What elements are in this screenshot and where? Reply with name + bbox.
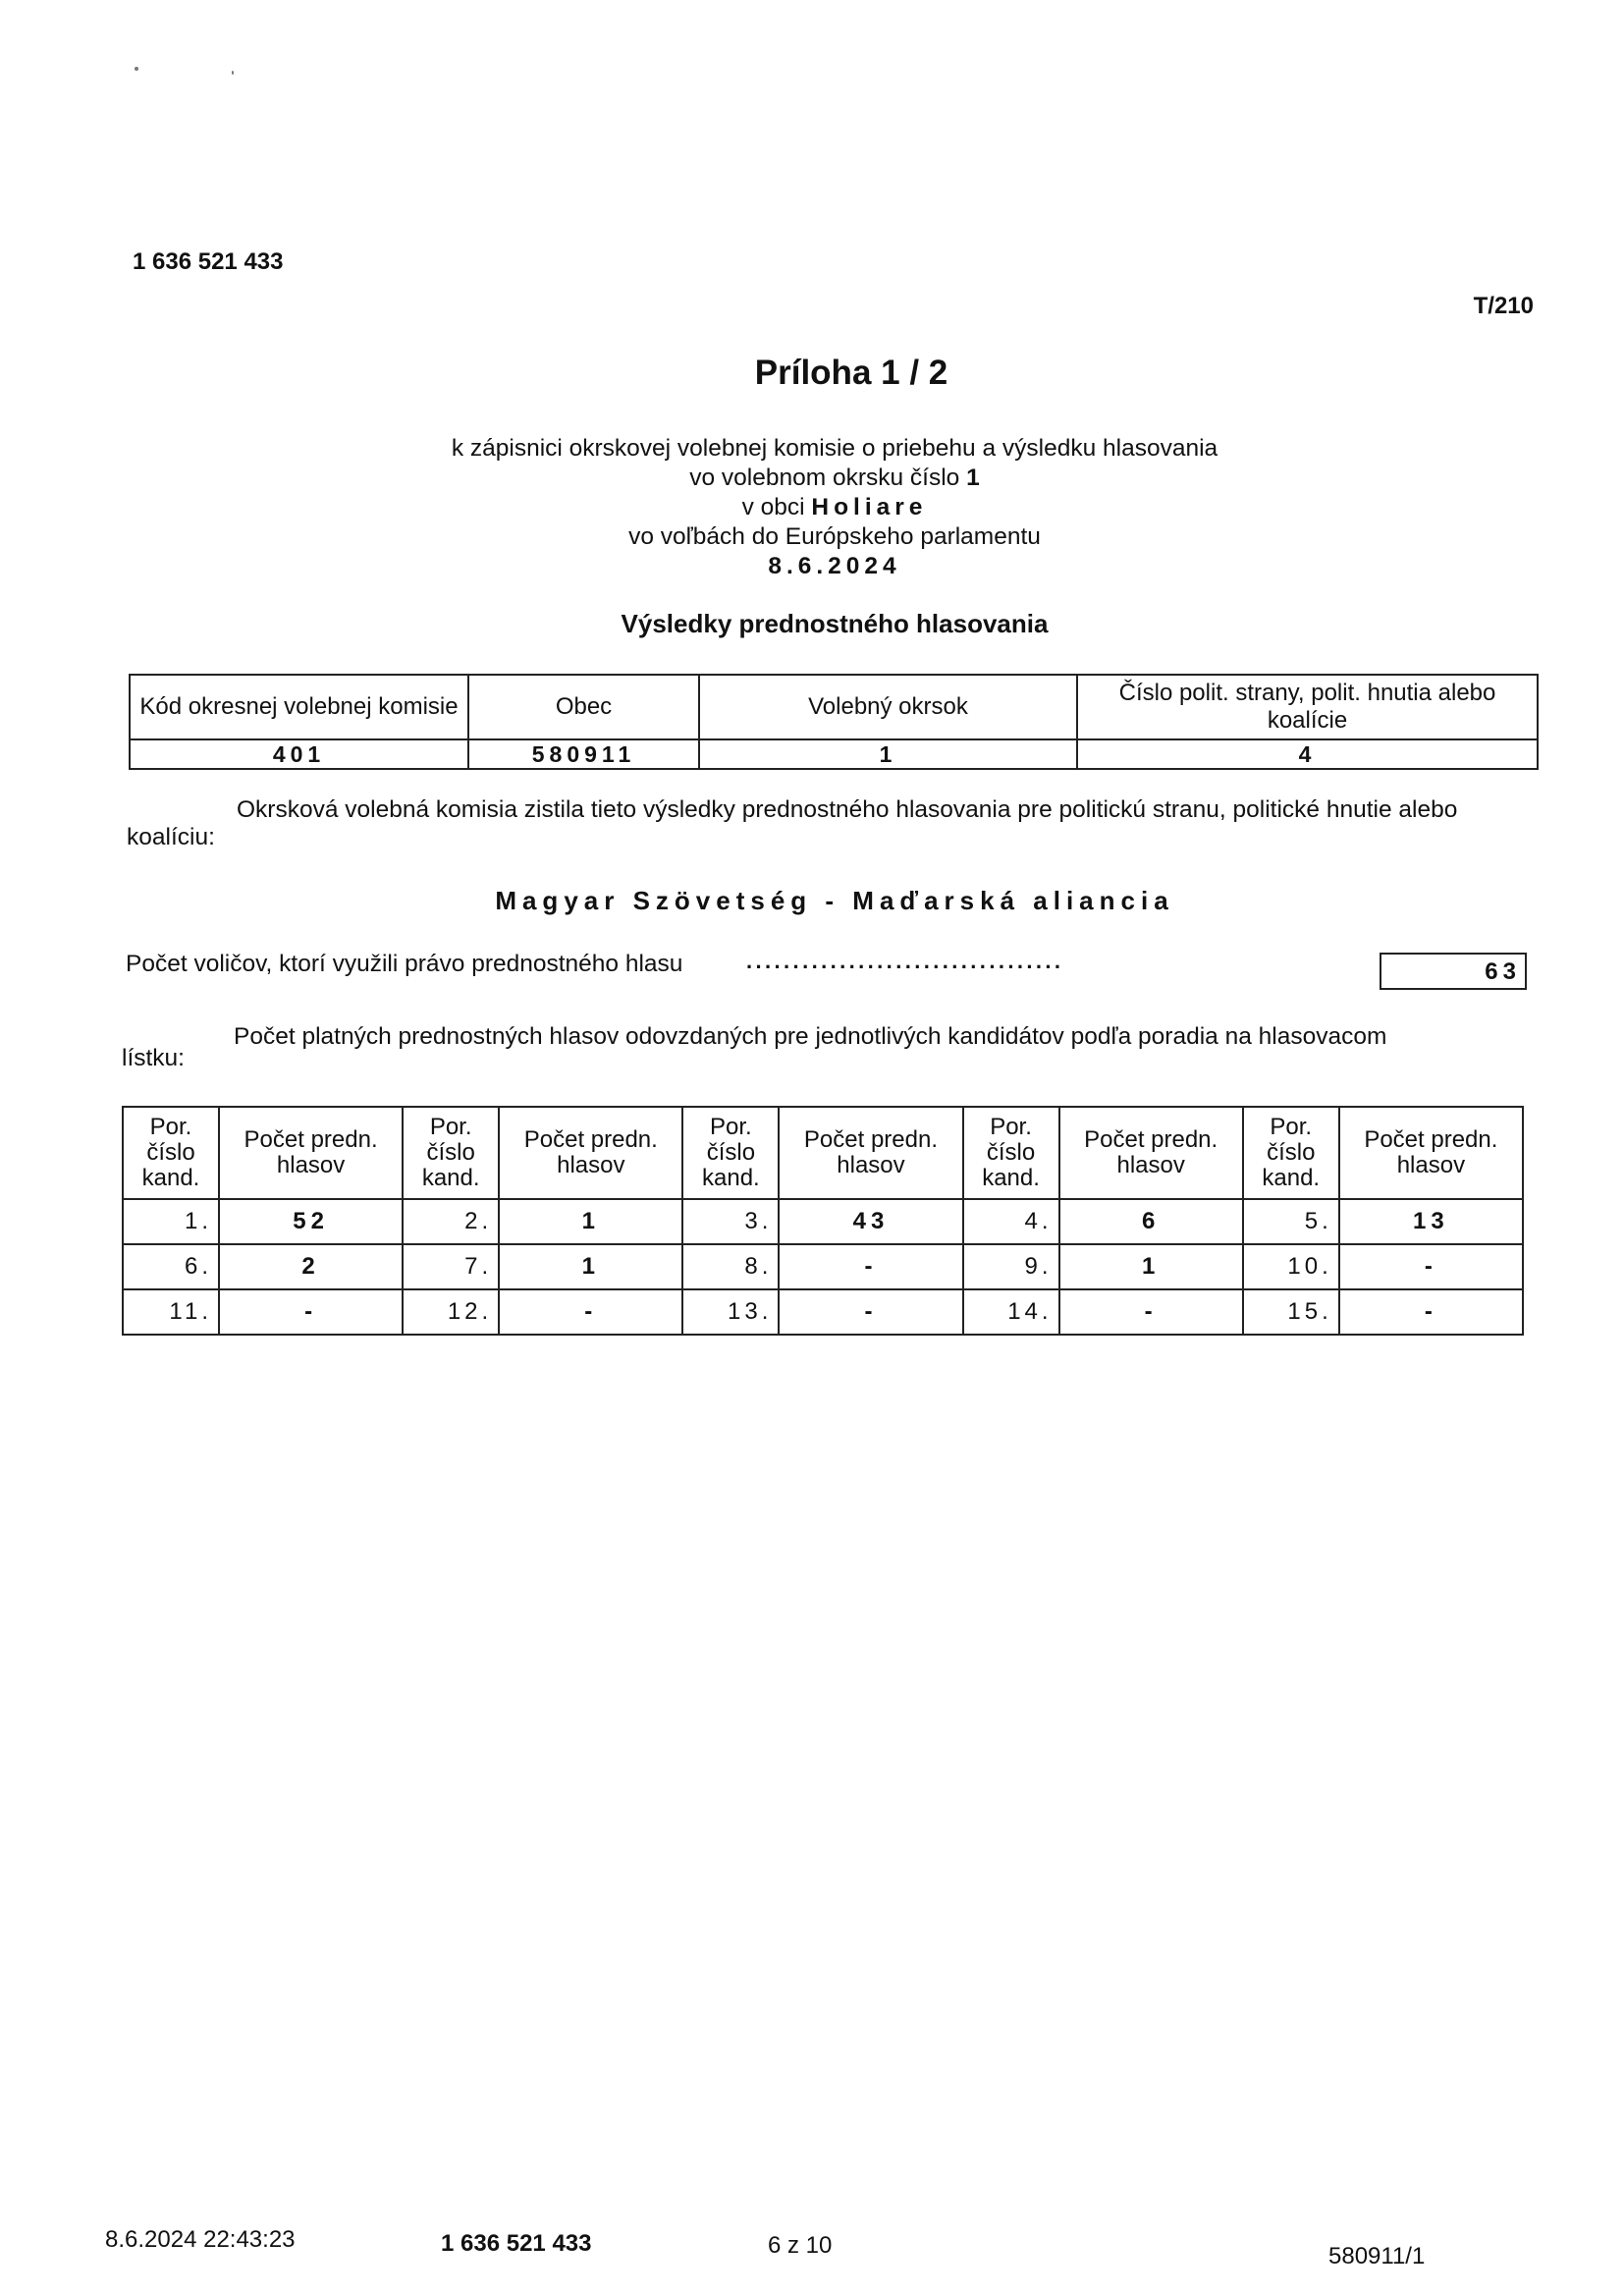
candidate-number: 10.: [1243, 1244, 1339, 1289]
header-preference-votes: Počet predn. hlasov: [219, 1107, 403, 1199]
table-row: [123, 1244, 1523, 1289]
header-district-committee-code: Kód okresnej volebnej komisie: [130, 675, 468, 739]
value-party-number: 4: [1077, 739, 1538, 769]
voters-label: Počet voličov, ktorí využili právo prednostného hlasu: [126, 951, 683, 977]
header-candidate-number: Por. číslo kand.: [403, 1107, 499, 1199]
candidate-number: 13.: [682, 1289, 779, 1335]
party-name: Magyar Szövetség - Maďarská aliancia: [495, 886, 1174, 915]
candidate-number: 8.: [682, 1244, 779, 1289]
candidate-table-header: [123, 1107, 1523, 1199]
candidate-results-table: [122, 1106, 1524, 1336]
candidate-votes: 52: [219, 1199, 403, 1244]
valid-votes-note: Počet platných prednostných hlasov odovzdaných pre jednotlivých kandidátov podľa poradia na hlasovacom: [234, 1023, 1387, 1050]
candidate-number: 3.: [682, 1199, 779, 1244]
candidate-number: 14.: [963, 1289, 1059, 1335]
header-candidate-number: Por. číslo kand.: [123, 1107, 219, 1199]
header-preference-votes: Počet predn. hlasov: [779, 1107, 962, 1199]
scan-speck: [135, 67, 138, 71]
header-preference-votes: Počet predn. hlasov: [1339, 1107, 1523, 1199]
candidate-number: 5.: [1243, 1199, 1339, 1244]
intro-line-4: vo voľbách do Európskeho parlamentu: [628, 523, 1041, 550]
header-voting-district: Volebný okrsok: [699, 675, 1077, 739]
candidate-number: 6.: [123, 1244, 219, 1289]
candidate-number: 1.: [123, 1199, 219, 1244]
intro-line-1: k zápisnici okrskovej volebnej komisie o priebehu a výsledku hlasovania: [451, 435, 1218, 462]
header-municipality: Obec: [468, 675, 699, 739]
candidate-votes: 43: [779, 1199, 962, 1244]
value-voting-district: 1: [699, 739, 1077, 769]
value-municipality: 580911: [468, 739, 699, 769]
intro-line-3: v obci Holiare: [741, 494, 928, 520]
candidate-number: 11.: [123, 1289, 219, 1335]
value-district-committee-code: 401: [130, 739, 468, 769]
candidate-votes: -: [219, 1289, 403, 1335]
footer-datetime: 8.6.2024 22:43:23: [105, 2226, 296, 2253]
intro-block: [0, 434, 1624, 581]
statement-text: Okrsková volebná komisia zistila tieto výsledky prednostného hlasovania pre politickú stranu, politické hnutie alebo koalíciu:: [127, 796, 1458, 850]
header-candidate-number: Por. číslo kand.: [963, 1107, 1059, 1199]
election-date: 8.6.2024: [768, 553, 901, 579]
form-code: T/210: [1473, 293, 1534, 319]
document-number: 1 636 521 433: [133, 248, 284, 275]
candidate-votes: 1: [499, 1244, 682, 1289]
candidate-votes: 13: [1339, 1199, 1523, 1244]
candidate-number: 4.: [963, 1199, 1059, 1244]
candidate-votes: -: [1339, 1289, 1523, 1335]
candidate-number: 2.: [403, 1199, 499, 1244]
candidate-votes: 2: [219, 1244, 403, 1289]
table-row: [123, 1199, 1523, 1244]
table-row: [123, 1289, 1523, 1335]
valid-votes-note-continuation: lístku:: [122, 1045, 185, 1071]
voters-count: 63: [1380, 953, 1527, 990]
candidate-votes: -: [1059, 1289, 1243, 1335]
voters-leader-dots: ..................................: [746, 949, 1064, 973]
header-preference-votes: Počet predn. hlasov: [1059, 1107, 1243, 1199]
candidate-votes: -: [1339, 1244, 1523, 1289]
candidate-votes: 1: [499, 1199, 682, 1244]
page-title: Príloha 1 / 2: [754, 354, 948, 392]
footer-code: 580911/1: [1328, 2243, 1426, 2269]
candidate-votes: -: [499, 1289, 682, 1335]
header-candidate-number: Por. číslo kand.: [1243, 1107, 1339, 1199]
candidate-votes: -: [779, 1289, 962, 1335]
candidate-number: 7.: [403, 1244, 499, 1289]
municipality-name: Holiare: [811, 494, 928, 520]
header-party-number: Číslo polit. strany, polit. hnutia alebo koalície: [1077, 675, 1538, 739]
section-subtitle: Výsledky prednostného hlasovania: [621, 609, 1049, 638]
candidate-number: 9.: [963, 1244, 1059, 1289]
candidate-votes: 1: [1059, 1244, 1243, 1289]
header-preference-votes: Počet predn. hlasov: [499, 1107, 682, 1199]
footer-page-number: 6 z 10: [768, 2232, 833, 2259]
info-table: [129, 674, 1539, 770]
district-number: 1: [966, 465, 980, 491]
intro-line-2: vo volebnom okrsku číslo 1: [689, 465, 980, 491]
header-candidate-number: Por. číslo kand.: [682, 1107, 779, 1199]
footer-document-number: 1 636 521 433: [441, 2230, 592, 2257]
candidate-votes: -: [779, 1244, 962, 1289]
scan-speck: [232, 71, 234, 75]
candidate-votes: 6: [1059, 1199, 1243, 1244]
candidate-number: 12.: [403, 1289, 499, 1335]
candidate-number: 15.: [1243, 1289, 1339, 1335]
